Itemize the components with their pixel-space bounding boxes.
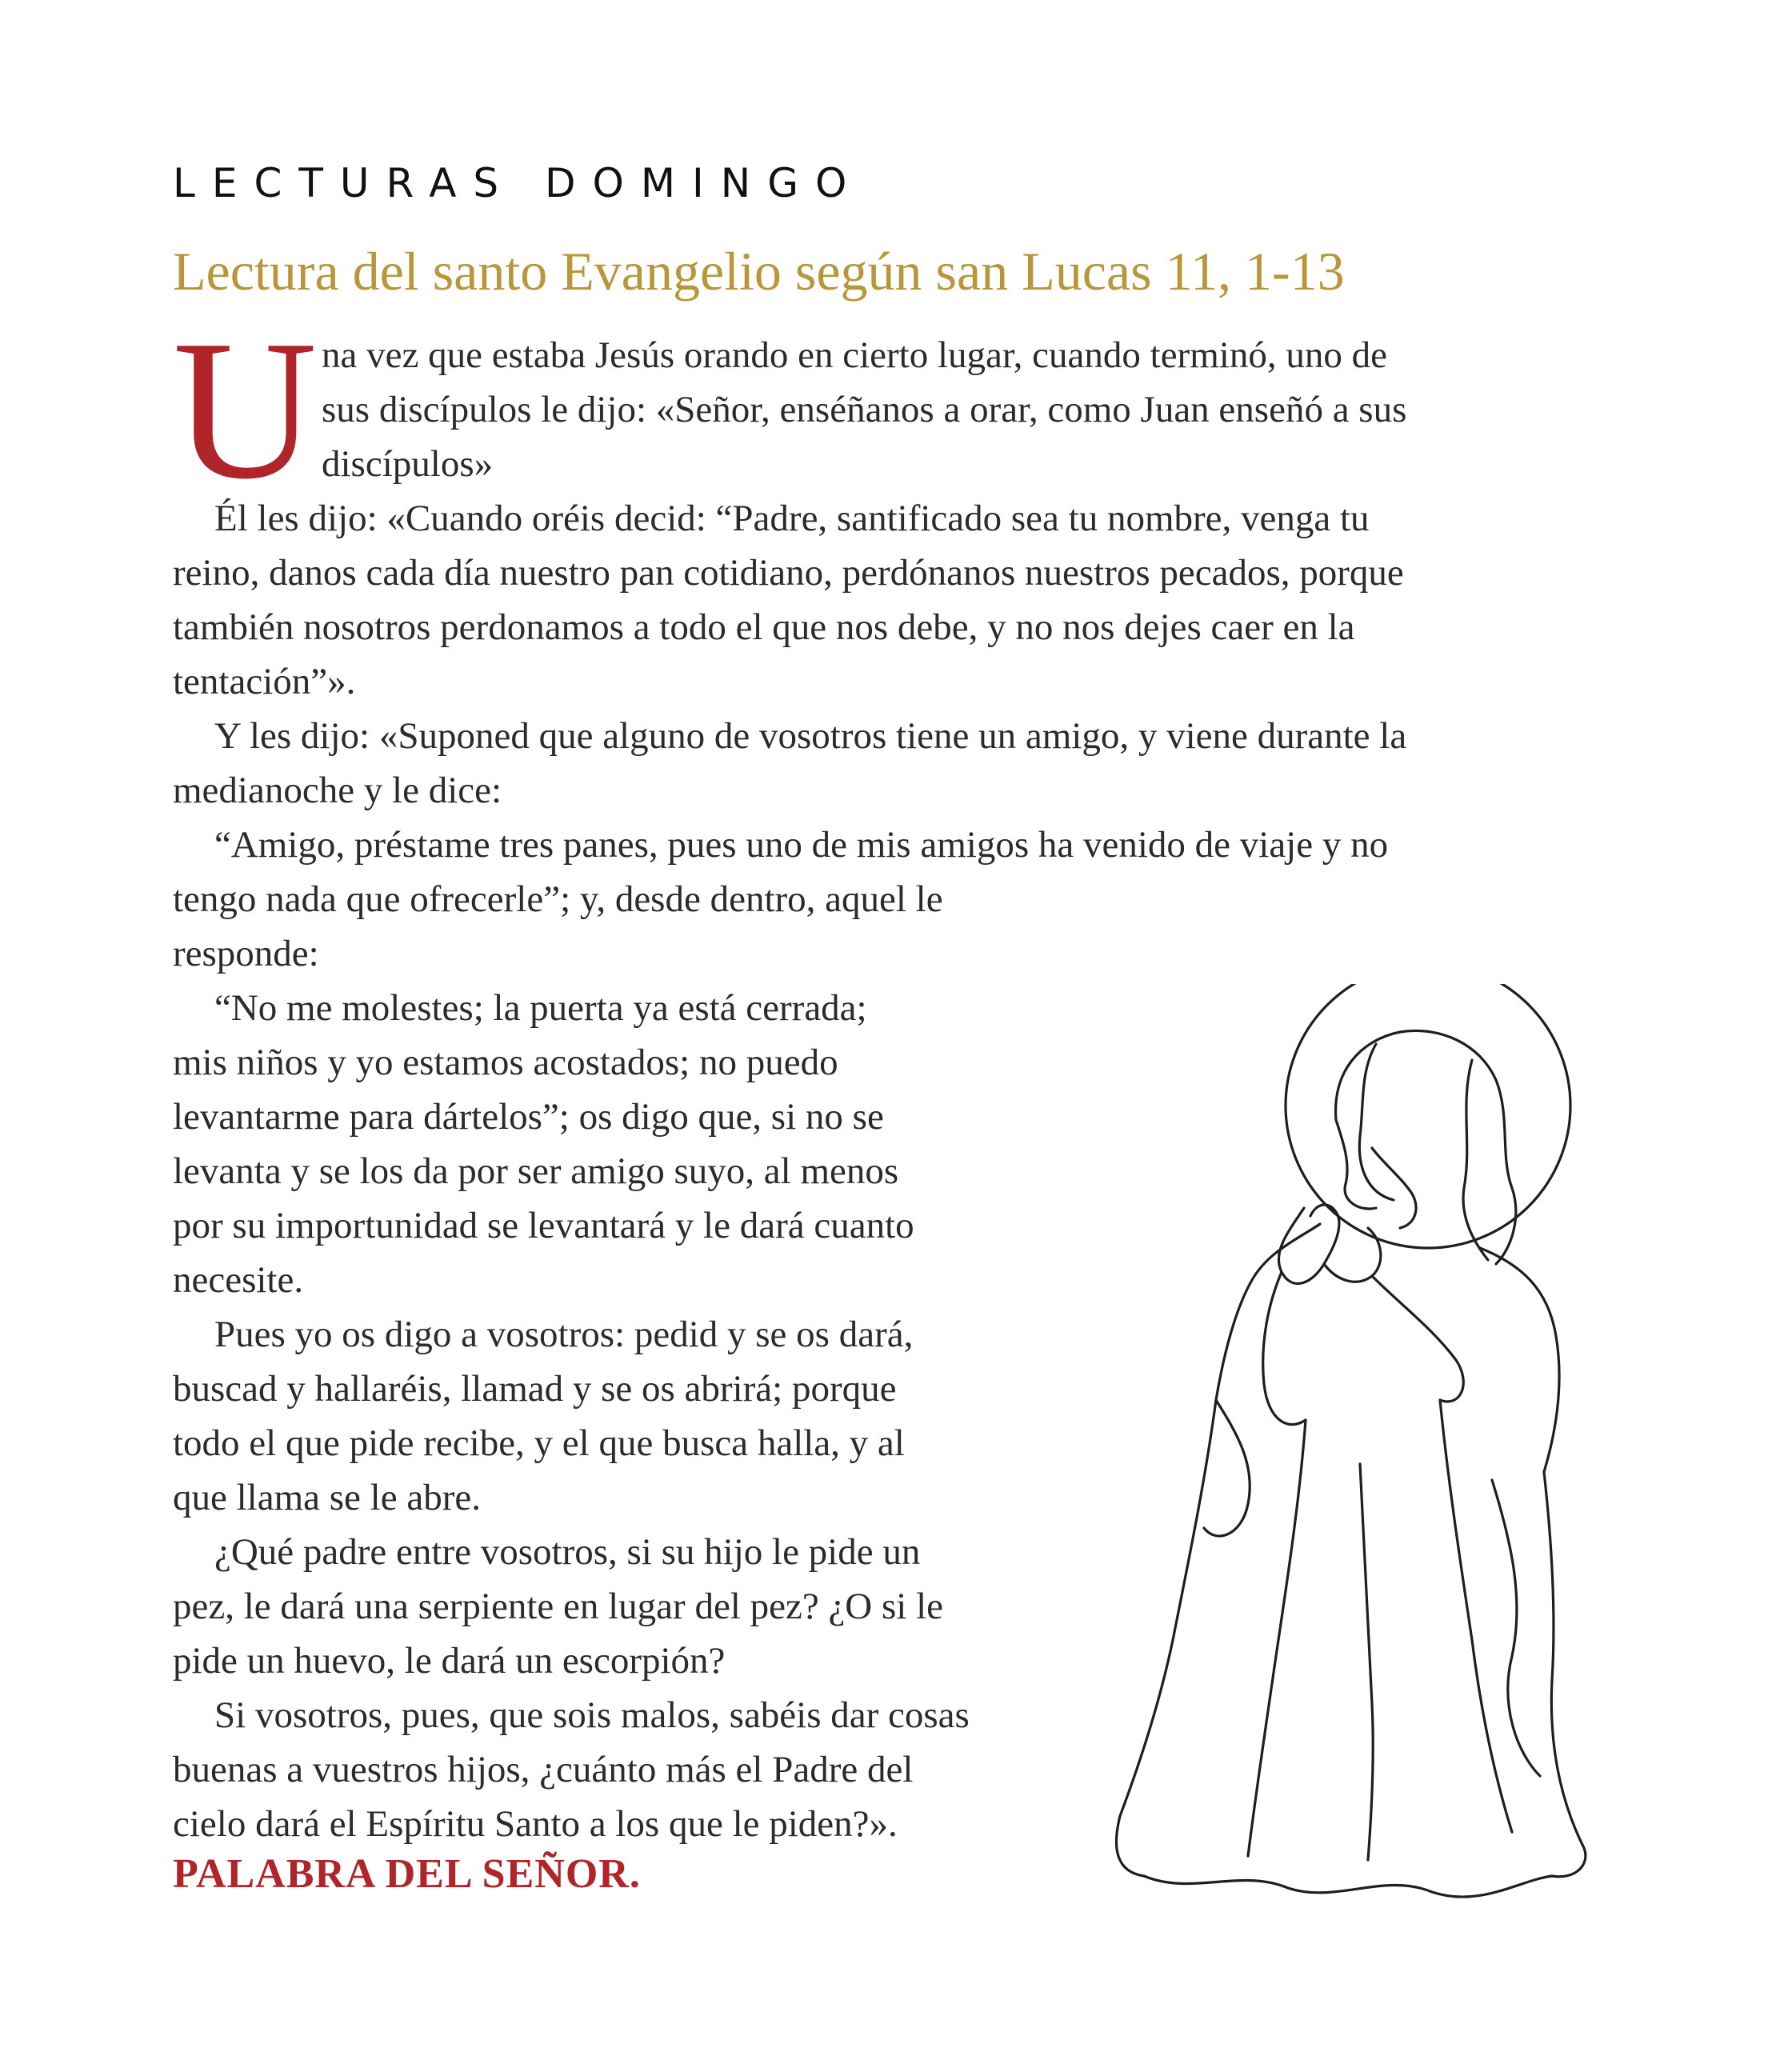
text-line: Pues yo os digo a vosotros: pedid y se os dará, <box>214 1314 914 1355</box>
halo-icon <box>1286 984 1570 1248</box>
robe-fold-4 <box>1492 1480 1540 1776</box>
robe-fold-1 <box>1248 1420 1306 1856</box>
text-line: responde: <box>173 933 319 974</box>
hair-back <box>1463 1060 1488 1260</box>
robe-fold-2 <box>1440 1400 1512 1832</box>
text-line: que llama se le abre. <box>173 1477 481 1518</box>
head-outline <box>1336 1030 1516 1264</box>
closing-acclamation: PALABRA DEL SEÑOR. <box>173 1851 641 1897</box>
praying-jesus-illustration <box>1096 984 1592 1912</box>
text-line: “No me molestes; la puerta ya está cerrada; <box>214 987 867 1029</box>
face-profile <box>1336 1120 1376 1209</box>
text-line: levanta y se los da por ser amigo suyo, al menos <box>173 1150 899 1192</box>
robe-sleeve-loop <box>1204 1400 1250 1536</box>
text-line: Si vosotros, pues, que sois malos, sabéis dar cosas <box>214 1694 970 1736</box>
hair-line <box>1359 1044 1394 1200</box>
praying-hands <box>1278 1205 1380 1284</box>
text-line: discípulos» <box>322 443 494 485</box>
text-line: mis niños y yo estamos acostados; no puedo <box>173 1042 838 1083</box>
text-line: tentación”». <box>173 661 356 702</box>
robe-fold-3 <box>1360 1464 1373 1860</box>
section-kicker: LECTURAS DOMINGO <box>173 160 864 206</box>
drop-cap: U <box>173 299 318 521</box>
text-line: también nosotros perdonamos a todo el que nos debe, y no nos dejes caer en la <box>173 606 1355 648</box>
page-title: Lectura del santo Evangelio según san Lucas 11, 1-13 <box>173 241 1345 302</box>
beard-line <box>1372 1148 1416 1228</box>
text-line: ¿Qué padre entre vosotros, si su hijo le pide un <box>214 1531 921 1573</box>
text-line: “Amigo, préstame tres panes, pues uno de mis amigos ha venido de viaje y no <box>214 824 1389 866</box>
arm-right <box>1372 1276 1463 1402</box>
text-line: cielo dará el Espíritu Santo a los que le piden?». <box>173 1803 898 1845</box>
text-line: medianoche y le dice: <box>173 770 502 811</box>
text-line: tengo nada que ofrecerle”; y, desde dentro, aquel le <box>173 878 943 920</box>
text-line: levantarme para dártelos”; os digo que, si no se <box>173 1096 884 1138</box>
text-line: Y les dijo: «Suponed que alguno de vosotros tiene un amigo, y viene durante la <box>214 715 1407 757</box>
text-line: na vez que estaba Jesús orando en cierto lugar, cuando terminó, uno de <box>322 334 1387 376</box>
text-line: necesite. <box>173 1259 304 1301</box>
robe-right-edge <box>1544 1472 1586 1877</box>
text-line: buenas a vuestros hijos, ¿cuánto más el Padre del <box>173 1749 914 1790</box>
arm-left <box>1263 1272 1306 1425</box>
text-line: todo el que pide recibe, y el que busca halla, y al <box>173 1422 905 1464</box>
text-line: pez, le dará una serpiente en lugar del pez? ¿O si le <box>173 1586 944 1627</box>
text-line: Él les dijo: «Cuando oréis decid: “Padre, santificado sea tu nombre, venga tu <box>214 498 1370 539</box>
text-line: por su importunidad se levantará y le dará cuanto <box>173 1205 914 1246</box>
text-line: buscad y hallaréis, llamad y se os abrirá; porque <box>173 1368 897 1410</box>
text-line: pide un huevo, le dará un escorpión? <box>173 1640 726 1682</box>
robe-hem <box>1144 1876 1552 1897</box>
text-line: sus discípulos le dijo: «Señor, enséñanos a orar, como Juan enseñó a sus <box>322 389 1407 430</box>
shoulder-right <box>1480 1248 1559 1472</box>
robe-left-edge <box>1116 1400 1216 1876</box>
text-line: reino, danos cada día nuestro pan cotidiano, perdónanos nuestros pecados, porque <box>173 552 1404 594</box>
